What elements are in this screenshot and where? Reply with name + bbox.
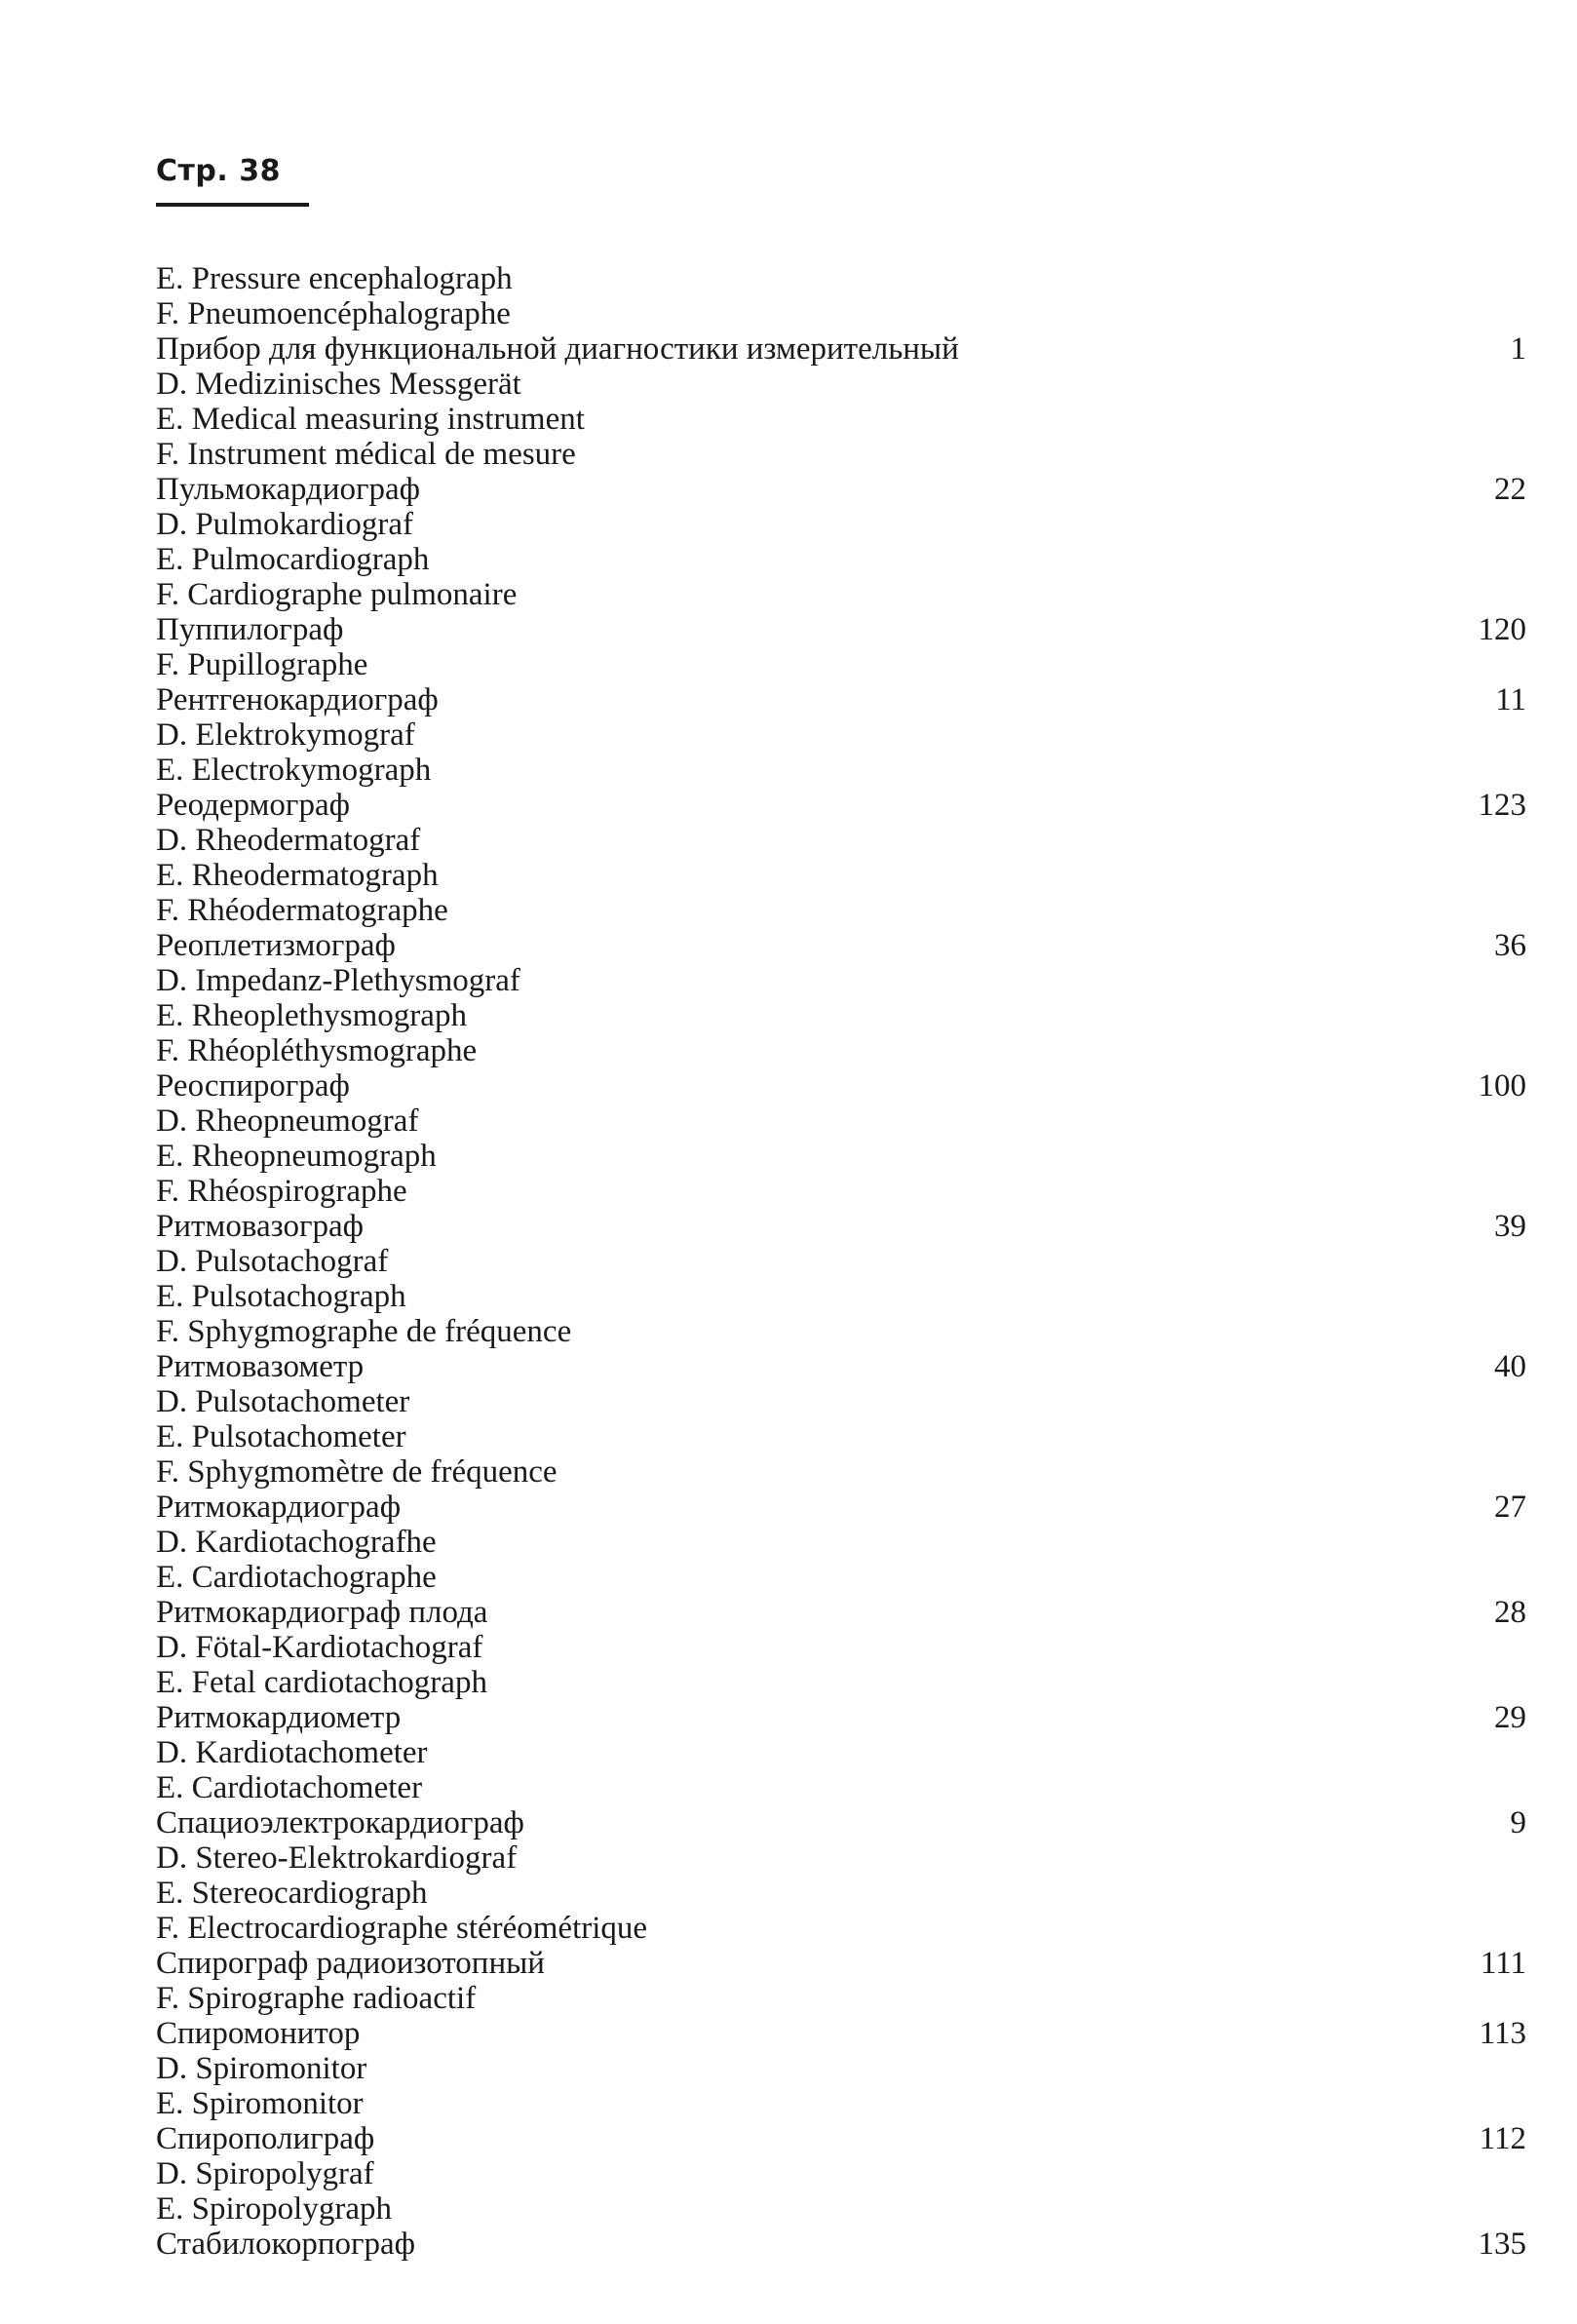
- entry-term: E. Medical measuring instrument: [156, 402, 585, 437]
- entry-reference-number: 120: [1478, 612, 1526, 647]
- index-entry-row: [0, 1349, 1577, 1384]
- index-entry-row: [0, 261, 1577, 296]
- entry-term: E. Pulsotachometer: [156, 1419, 406, 1454]
- entry-term: E. Rheodermatograph: [156, 858, 439, 893]
- entry-term: D. Pulmokardiograf: [156, 507, 413, 542]
- entry-term: F. Electrocardiographe stéréométrique: [156, 1911, 648, 1946]
- entry-term: Реодермограф: [156, 788, 350, 823]
- index-entry-row: [0, 858, 1577, 893]
- entry-term: E. Stereocardiograph: [156, 1876, 428, 1911]
- index-entry-row: [0, 2191, 1577, 2227]
- index-entry-row: [0, 1560, 1577, 1595]
- header-underline: [156, 203, 309, 207]
- index-entry-row: [0, 1279, 1577, 1314]
- entry-reference-number: 40: [1494, 1349, 1526, 1384]
- entry-reference-number: 36: [1494, 928, 1526, 963]
- entry-term: Рентгенокардиограф: [156, 682, 439, 717]
- index-entry-row: [0, 1384, 1577, 1419]
- index-entry-row: [0, 1419, 1577, 1454]
- entry-reference-number: 112: [1479, 2121, 1526, 2156]
- entry-term: Спирограф радиоизотопный: [156, 1946, 545, 1981]
- index-entry-row: [0, 577, 1577, 612]
- page-number-header: Стр. 38: [156, 154, 281, 188]
- index-entry-row: [0, 682, 1577, 717]
- entry-term: D. Pulsotachograf: [156, 1244, 389, 1279]
- entry-term: Спиромонитор: [156, 2016, 361, 2051]
- entry-term: E. Pulsotachograph: [156, 1279, 406, 1314]
- index-entry-row: [0, 2051, 1577, 2086]
- index-entry-row: [0, 402, 1577, 437]
- entry-term: Прибор для функциональной диагностики измерительный: [156, 331, 959, 367]
- entry-term: E. Pulmocardiograph: [156, 542, 430, 577]
- index-entry-row: [0, 823, 1577, 858]
- index-entry-row: [0, 1314, 1577, 1349]
- entry-term: D. Fötal-Kardiotachograf: [156, 1630, 483, 1665]
- entry-term: Ритмовазометр: [156, 1349, 365, 1384]
- index-entry-row: [0, 1454, 1577, 1490]
- index-entry-row: [0, 507, 1577, 542]
- entry-term: Спирополиграф: [156, 2121, 375, 2156]
- index-entry-row: [0, 1104, 1577, 1139]
- entry-term: E. Electrokymograph: [156, 753, 432, 788]
- entry-term: Реоплетизмограф: [156, 928, 396, 963]
- index-entry-row: [0, 1911, 1577, 1946]
- entry-term: Ритмокардиограф: [156, 1490, 402, 1525]
- entry-term: E. Pressure encephalograph: [156, 261, 513, 296]
- index-entry-row: [0, 1946, 1577, 1981]
- entry-term: Реоспирограф: [156, 1068, 350, 1104]
- entry-term: E. Fetal cardiotachograph: [156, 1665, 487, 1700]
- entry-reference-number: 100: [1478, 1068, 1526, 1104]
- entry-reference-number: 1: [1510, 331, 1526, 367]
- index-entry-row: [0, 1981, 1577, 2016]
- entry-term: D. Elektrokymograf: [156, 717, 415, 753]
- index-entry-row: [0, 472, 1577, 507]
- index-entry-row: [0, 1735, 1577, 1770]
- entry-reference-number: 113: [1479, 2016, 1526, 2051]
- index-entry-row: [0, 1033, 1577, 1068]
- index-entry-row: [0, 331, 1577, 367]
- index-entry-row: [0, 1876, 1577, 1911]
- entry-term: Стабилокорпограф: [156, 2227, 416, 2262]
- index-entry-row: [0, 893, 1577, 928]
- index-entry-row: [0, 1525, 1577, 1560]
- entry-term: E. Spiromonitor: [156, 2086, 364, 2121]
- entry-term: Пуппилограф: [156, 612, 344, 647]
- index-entry-row: [0, 2227, 1577, 2262]
- entry-reference-number: 39: [1494, 1209, 1526, 1244]
- index-entry-row: [0, 647, 1577, 682]
- entry-reference-number: 135: [1478, 2227, 1526, 2262]
- index-entry-row: [0, 1490, 1577, 1525]
- index-entry-row: [0, 367, 1577, 402]
- index-entry-row: [0, 1770, 1577, 1805]
- entry-reference-number: 111: [1480, 1946, 1526, 1981]
- index-entry-row: [0, 788, 1577, 823]
- entry-term: D. Stereo-Elektrokardiograf: [156, 1840, 518, 1876]
- index-entry-row: [0, 296, 1577, 331]
- index-entry-row: [0, 998, 1577, 1033]
- entry-term: E. Cardiotachometer: [156, 1770, 423, 1805]
- entry-term: F. Rhéospirographe: [156, 1174, 407, 1209]
- index-entry-row: [0, 1595, 1577, 1630]
- entry-reference-number: 28: [1494, 1595, 1526, 1630]
- index-entry-row: [0, 2016, 1577, 2051]
- term-index-list: [0, 261, 1577, 2262]
- entry-term: F. Pupillographe: [156, 647, 368, 682]
- entry-term: E. Rheopneumograph: [156, 1139, 437, 1174]
- entry-term: F. Sphygmomètre de fréquence: [156, 1454, 558, 1490]
- entry-term: Ритмокардиометр: [156, 1700, 402, 1735]
- entry-reference-number: 9: [1510, 1805, 1526, 1840]
- entry-term: D. Kardiotachografhe: [156, 1525, 437, 1560]
- entry-reference-number: 11: [1495, 682, 1526, 717]
- index-entry-row: [0, 1139, 1577, 1174]
- index-entry-row: [0, 1630, 1577, 1665]
- index-entry-row: [0, 1068, 1577, 1104]
- entry-term: F. Cardiographe pulmonaire: [156, 577, 518, 612]
- entry-term: Пульмокардиограф: [156, 472, 421, 507]
- entry-term: D. Rheodermatograf: [156, 823, 421, 858]
- entry-term: F. Rhéodermatographe: [156, 893, 448, 928]
- entry-reference-number: 22: [1494, 472, 1526, 507]
- index-entry-row: [0, 1805, 1577, 1840]
- index-entry-row: [0, 1840, 1577, 1876]
- entry-term: D. Rheopneumograf: [156, 1104, 419, 1139]
- entry-term: D. Spiropolygraf: [156, 2156, 374, 2191]
- entry-term: D. Kardiotachometer: [156, 1735, 428, 1770]
- entry-term: Ритмокардиограф плода: [156, 1595, 488, 1630]
- entry-term: D. Medizinisches Messgerät: [156, 367, 521, 402]
- index-entry-row: [0, 1700, 1577, 1735]
- index-entry-row: [0, 1174, 1577, 1209]
- entry-term: E. Rheoplethysmograph: [156, 998, 467, 1033]
- entry-reference-number: 27: [1494, 1490, 1526, 1525]
- index-entry-row: [0, 542, 1577, 577]
- index-entry-row: [0, 2086, 1577, 2121]
- index-entry-row: [0, 437, 1577, 472]
- entry-reference-number: 29: [1494, 1700, 1526, 1735]
- entry-term: D. Pulsotachometer: [156, 1384, 410, 1419]
- entry-term: D. Spiromonitor: [156, 2051, 367, 2086]
- entry-term: F. Sphygmographe de fréquence: [156, 1314, 572, 1349]
- entry-term: D. Impedanz-Plethysmograf: [156, 963, 520, 998]
- entry-reference-number: 123: [1478, 788, 1526, 823]
- index-entry-row: [0, 612, 1577, 647]
- index-entry-row: [0, 2156, 1577, 2191]
- index-entry-row: [0, 717, 1577, 753]
- entry-term: F. Spirographe radioactif: [156, 1981, 477, 2016]
- index-entry-row: [0, 1209, 1577, 1244]
- index-entry-row: [0, 1244, 1577, 1279]
- index-entry-row: [0, 1665, 1577, 1700]
- entry-term: E. Spiropolygraph: [156, 2191, 392, 2227]
- index-entry-row: [0, 928, 1577, 963]
- entry-term: F. Rhéopléthysmographe: [156, 1033, 478, 1068]
- entry-term: Ритмовазограф: [156, 1209, 365, 1244]
- index-entry-row: [0, 2121, 1577, 2156]
- entry-term: E. Cardiotachographe: [156, 1560, 437, 1595]
- entry-term: F. Instrument médical de mesure: [156, 437, 576, 472]
- entry-term: F. Pneumoencéphalographe: [156, 296, 511, 331]
- index-entry-row: [0, 963, 1577, 998]
- index-entry-row: [0, 753, 1577, 788]
- entry-term: Спациоэлектрокардиограф: [156, 1805, 524, 1840]
